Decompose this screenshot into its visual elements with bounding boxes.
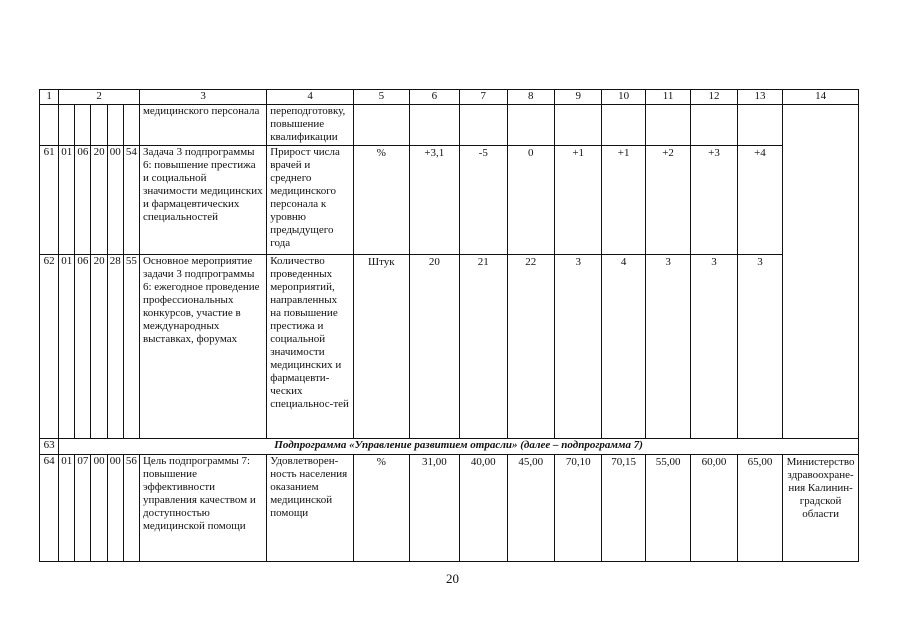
table-row-61 [40,146,859,255]
section-heading: Подпрограмма «Управление развитием отрасли» (далее – подпрограмма 7) [59,439,859,455]
unit-cell: Штук [354,255,410,439]
value-cell: 45,00 [507,455,554,562]
row-indicator-cell: Удовлетворен-ность населения оказанием медицинской помощи [267,455,354,562]
row-indicator-cell: Прирост числа врачей и среднего медицинского персонала к уровню предыдущего года [267,146,354,255]
table-row-63-section [40,439,859,455]
row-name-cell: Задача 3 подпрограммы 6: повышение престижа и социальной значимости медицинских и фармацевтических специальностей [139,146,266,255]
row-number: 61 [40,146,59,255]
code-part: 20 [91,146,107,255]
value-cell: 22 [507,255,554,439]
value-cell: +1 [602,146,645,255]
code-part: 06 [75,255,91,439]
value-cell: 20 [409,255,459,439]
value-cell: +2 [645,146,690,255]
code-part: 07 [75,455,91,562]
value-cell: +1 [554,146,601,255]
indicators-table [39,89,859,562]
code-part: 55 [123,255,139,439]
table-row-continuation [40,105,859,146]
header-col-11: 11 [645,90,690,105]
table-row-64 [40,455,859,562]
header-col-13: 13 [737,90,782,105]
value-cell: +3 [691,146,737,255]
value-cell: 21 [460,255,507,439]
header-col-14: 14 [783,90,859,105]
page-number: 20 [446,571,459,586]
header-col-8: 8 [507,90,554,105]
code-part: 28 [107,255,123,439]
value-cell: 60,00 [691,455,737,562]
header-col-3: 3 [139,90,266,105]
indicators-table-container [39,89,859,562]
value-cell: +4 [737,146,782,255]
unit-cell: % [354,146,410,255]
executor-cell-empty [783,105,859,439]
table-header-row [40,90,859,105]
code-part: 01 [59,146,75,255]
value-cell: 65,00 [737,455,782,562]
header-col-6: 6 [409,90,459,105]
value-cell: 70,15 [602,455,645,562]
header-col-12: 12 [691,90,737,105]
executor-cell: Министерство здравоохране-ния Калинин-градской области [783,455,859,562]
row-indicator-cell: переподготовку, повышение квалификации [267,105,354,146]
value-cell: 3 [645,255,690,439]
code-part: 06 [75,146,91,255]
code-part: 56 [123,455,139,562]
code-part: 54 [123,146,139,255]
code-part: 00 [91,455,107,562]
value-cell: 0 [507,146,554,255]
unit-cell: % [354,455,410,562]
value-cell: -5 [460,146,507,255]
row-name-cell: Основное мероприятие задачи 3 подпрограммы 6: ежегодное проведение профессиональных конкурсов, участие в международных выставках, форумах [139,255,266,439]
header-col-2: 2 [59,90,140,105]
value-cell: 40,00 [460,455,507,562]
value-cell: 3 [554,255,601,439]
row-number: 63 [40,439,59,455]
value-cell: 3 [691,255,737,439]
header-col-7: 7 [460,90,507,105]
header-col-5: 5 [354,90,410,105]
table-row-62 [40,255,859,439]
header-col-10: 10 [602,90,645,105]
row-number: 64 [40,455,59,562]
header-col-1: 1 [40,90,59,105]
value-cell: 31,00 [409,455,459,562]
value-cell: 3 [737,255,782,439]
header-col-4: 4 [267,90,354,105]
value-cell: 70,10 [554,455,601,562]
header-col-9: 9 [554,90,601,105]
code-part: 01 [59,255,75,439]
code-part: 00 [107,455,123,562]
row-indicator-cell: Количество проведенных мероприятий, направленных на повышение престижа и социальной значимости медицинских и фармацевти-ческих специальнос-тей [267,255,354,439]
code-part: 01 [59,455,75,562]
row-name-cell: медицинского персонала [139,105,266,146]
code-part: 00 [107,146,123,255]
value-cell: +3,1 [409,146,459,255]
value-cell: 55,00 [645,455,690,562]
row-number: 62 [40,255,59,439]
code-part: 20 [91,255,107,439]
row-name-cell: Цель подпрограммы 7: повышение эффективности управления качеством и доступностью медицинской помощи [139,455,266,562]
value-cell: 4 [602,255,645,439]
